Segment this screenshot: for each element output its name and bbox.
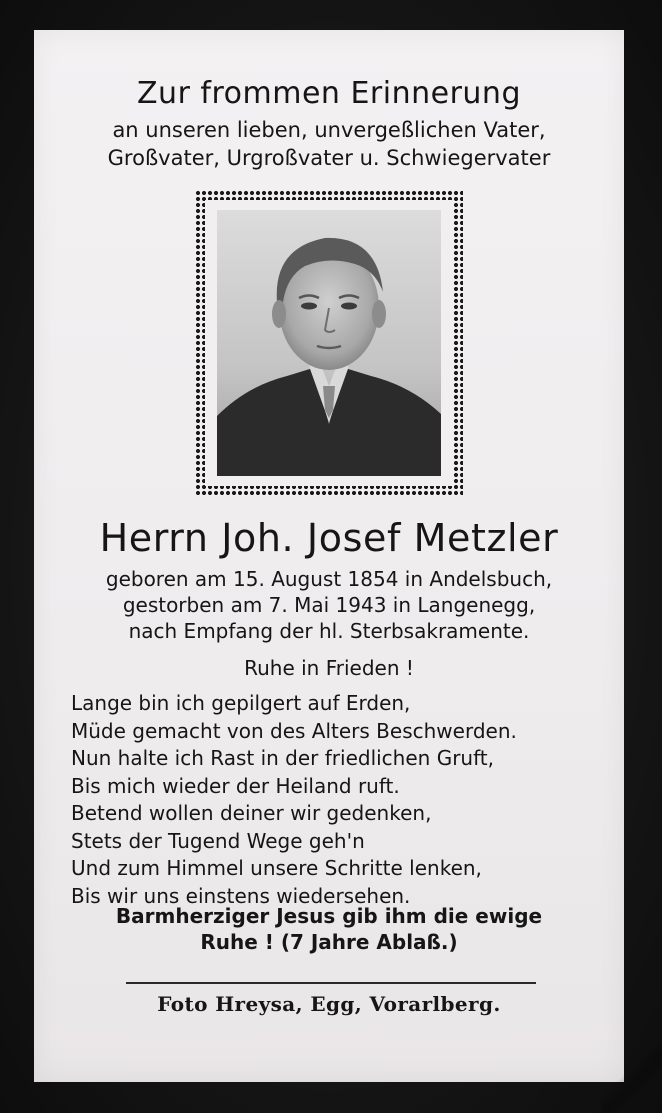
poem-line: Und zum Himmel unsere Schritte lenken, [71,856,482,880]
card-title: Zur frommen Erinnerung [137,76,521,111]
poem-line: Stets der Tugend Wege geh'n [71,828,365,853]
prayer-line-2: Ruhe ! (7 Jahre Ablaß.) [200,930,458,954]
poem-line: Lange bin ich gepilgert auf Erden, [71,691,411,715]
poem-line: Betend wollen deiner wir gedenken, [71,801,432,825]
poem-line: Bis mich wieder der Heiland ruft. [71,773,400,798]
paper-crease [602,1043,662,1113]
poem-line: Müde gemacht von des Alters Beschwerden. [71,718,517,743]
prayer-line-1: Barmherziger Jesus gib ihm die ewige [115,904,543,928]
rest-in-peace: Ruhe in Frieden ! [244,656,414,680]
poem-line: Nun halte ich Rast in der friedlichen Gruft, [71,746,494,770]
dedication-line-2: Großvater, Urgroßvater u. Schwiegervater [107,146,551,170]
dotted-photo-frame [195,190,463,496]
divider [126,982,536,984]
deceased-name: Herrn Joh. Josef Metzler [99,516,559,560]
memorial-card [34,30,624,1082]
photographer-credit: Foto Hreysa, Egg, Vorarlberg. [157,992,501,1016]
portrait-illustration [217,210,441,476]
dedication-line-1: an unseren lieben, unvergeßlichen Vater, [112,118,546,142]
birth-line: geboren am 15. August 1854 in Andelsbuch, [105,567,553,591]
portrait-photo [217,210,441,476]
poem-line: Bis wir uns einstens wiedersehen. [71,883,411,908]
memorial-poem [71,690,591,910]
sacraments-line: nach Empfang der hl. Sterbsakramente. [128,619,530,643]
death-line: gestorben am 7. Mai 1943 in Langenegg, [122,593,536,617]
